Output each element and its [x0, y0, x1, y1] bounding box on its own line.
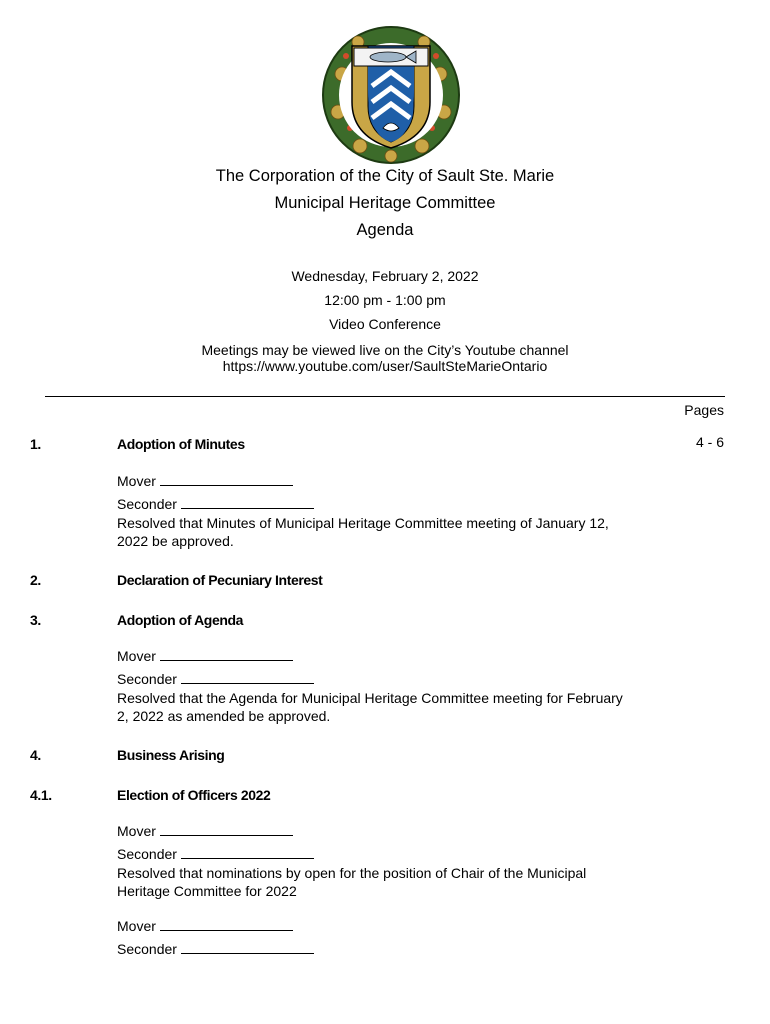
seconder-field — [117, 941, 314, 957]
seconder-label: Seconder — [117, 941, 177, 957]
document-title: Agenda — [356, 221, 414, 239]
corporation-title: The Corporation of the City of Sault Ste. Marie — [215, 167, 555, 185]
seconder-blank — [181, 846, 314, 859]
mover-label: Mover — [117, 823, 156, 839]
meeting-location: Video Conference — [329, 316, 441, 332]
seconder-label: Seconder — [117, 846, 177, 862]
item-number: 3. — [30, 612, 41, 628]
committee-title: Municipal Heritage Committee — [274, 194, 496, 212]
item-pages: 4 - 6 — [695, 434, 724, 450]
meeting-time: 12:00 pm - 1:00 pm — [324, 292, 446, 308]
item-title: Business Arising — [117, 747, 225, 763]
meeting-date: Wednesday, February 2, 2022 — [291, 268, 479, 284]
mover-label: Mover — [117, 648, 156, 664]
mover-blank — [160, 823, 293, 836]
item-number: 1. — [30, 436, 41, 452]
pages-column-header: Pages — [684, 402, 724, 418]
item-title: Declaration of Pecuniary Interest — [117, 572, 323, 588]
resolution-text: Resolved that the Agenda for Municipal Heritage Committee meeting for February 2, 2022 as amended be approved. — [117, 690, 623, 724]
item-number: 4. — [30, 747, 41, 763]
mover-label: Mover — [117, 473, 156, 489]
mover-field — [117, 473, 293, 489]
mover-field — [117, 918, 293, 934]
seconder-field — [117, 846, 314, 862]
seconder-label: Seconder — [117, 496, 177, 512]
mover-field — [117, 648, 293, 664]
header-divider — [45, 396, 725, 397]
mover-field — [117, 823, 293, 839]
item-number: 4.1. — [30, 787, 52, 803]
seconder-field — [117, 671, 314, 687]
resolution-text: Resolved that Minutes of Municipal Heritage Committee meeting of January 12, 2022 be approved. — [117, 515, 609, 549]
resolution-text: Resolved that nominations by open for the position of Chair of the Municipal Heritage Committee for 2022 — [117, 865, 587, 899]
city-crest-logo — [320, 24, 462, 166]
mover-label: Mover — [117, 918, 156, 934]
seconder-label: Seconder — [117, 671, 177, 687]
seconder-field — [117, 496, 314, 512]
mover-blank — [160, 473, 293, 486]
seconder-blank — [181, 941, 314, 954]
item-title: Adoption of Minutes — [117, 436, 245, 452]
stream-note: Meetings may be viewed live on the City’s Youtube channel — [201, 342, 569, 358]
item-title: Election of Officers 2022 — [117, 787, 271, 803]
stream-url[interactable]: https://www.youtube.com/user/SaultSteMarieOntario — [222, 358, 548, 374]
item-title: Adoption of Agenda — [117, 612, 244, 628]
seconder-blank — [181, 496, 314, 509]
item-number: 2. — [30, 572, 41, 588]
seconder-blank — [181, 671, 314, 684]
mover-blank — [160, 918, 293, 931]
mover-blank — [160, 648, 293, 661]
